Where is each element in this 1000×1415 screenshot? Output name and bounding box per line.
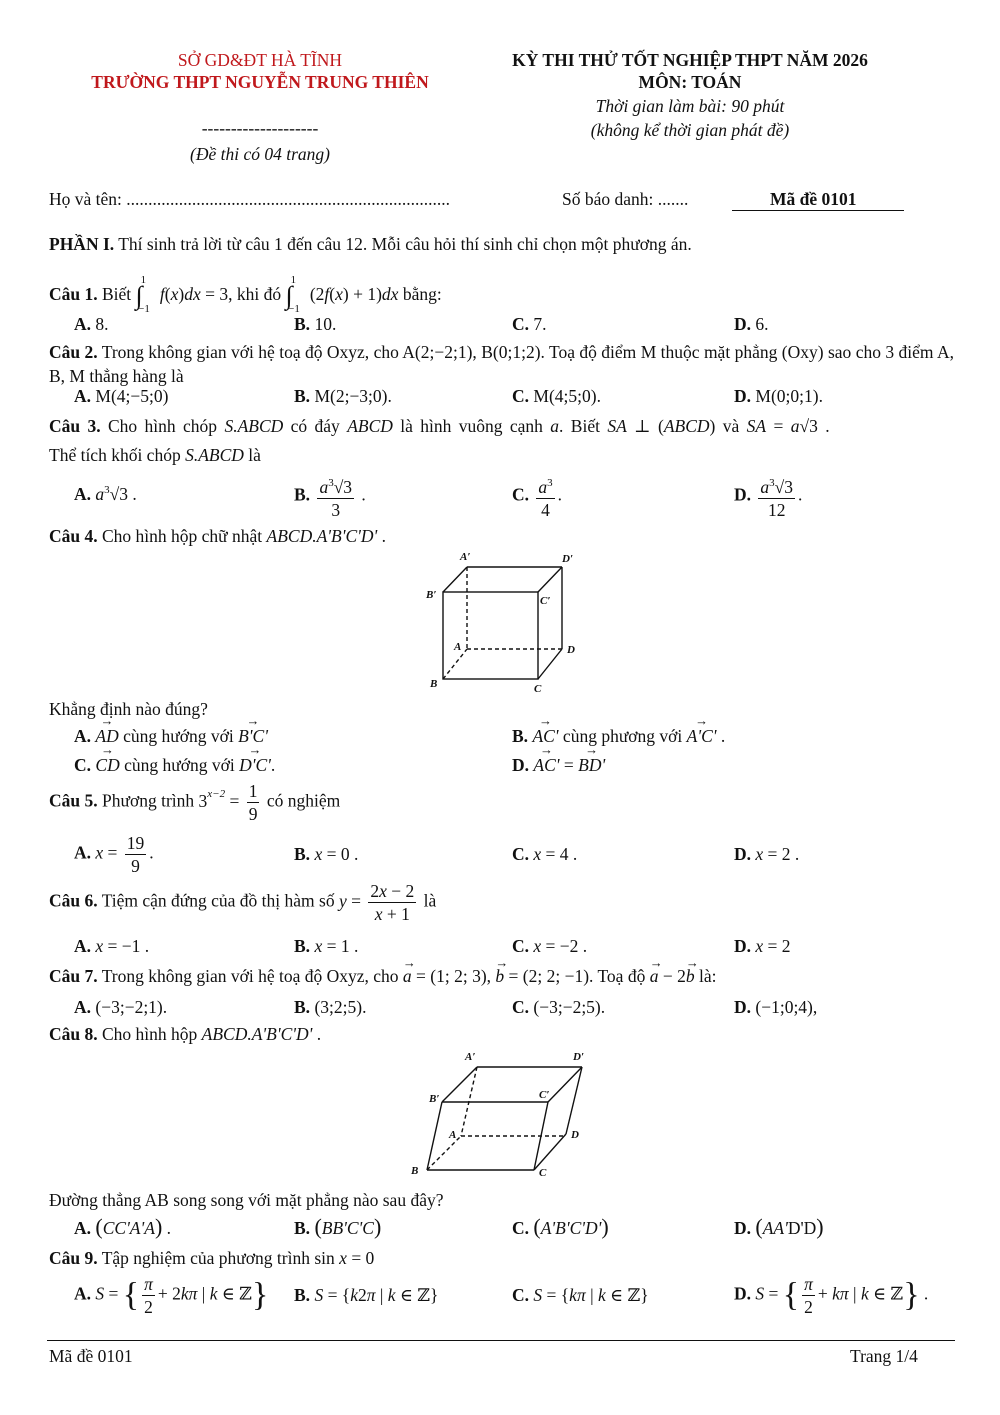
q4-math-box: ABCD.A'B'C'D' [266, 526, 378, 546]
svg-text:C: C [539, 1167, 547, 1179]
q3-math-perp: SA [607, 416, 627, 436]
svg-text:D′: D′ [562, 553, 574, 565]
q7-option-a-text: (−3;−2;1). [95, 997, 168, 1017]
q3-text-1: Cho hình chóp [108, 416, 218, 436]
q5-option-b[interactable]: B. x = 0 . [294, 844, 359, 864]
q8-question: Đường thẳng AB song song với mặt phẳng nào sau đây? [49, 1190, 444, 1210]
q3-text-7: là [248, 445, 261, 465]
q8-option-b[interactable]: B. (BB'C'C) [294, 1214, 382, 1239]
exam-time: Thời gian làm bài: 90 phút [595, 96, 785, 116]
q5-label: Câu 5. [49, 790, 98, 811]
q2-option-d-text: M(0;0;1). [755, 386, 823, 406]
q2-option-b[interactable]: B. M(2;−3;0). [294, 386, 392, 406]
question-3-line-2 [49, 443, 954, 467]
q4-option-c[interactable]: C. → CD cùng hướng với → D'C'. [74, 755, 275, 776]
q4-option-d[interactable]: D. → AC' = → BD' [512, 755, 605, 776]
svg-text:C′: C′ [539, 1089, 550, 1101]
q1-option-a[interactable]: A. 8. [74, 314, 109, 334]
question-8: Câu 8. Cho hình hộp ABCD.A'B'C'D' . [49, 1024, 322, 1044]
q3-text-2: có đáy [290, 416, 340, 436]
q2-option-c-text: M(4;5;0). [533, 386, 601, 406]
svg-text:A′: A′ [465, 1051, 476, 1063]
q7-text-2: . Toạ độ [589, 966, 646, 986]
q3-math-pyramid-2: S.ABCD [185, 445, 244, 465]
q5-text-2: có nghiệm [266, 790, 341, 811]
rectangular-box-figure [420, 550, 590, 700]
q7-expression: → a − 2→ b [650, 966, 695, 986]
q8-text: Cho hình hộp [102, 1024, 198, 1044]
q9-option-d[interactable]: D. S = { $\frac{\pi}{2}$ + kπ | k ∈ ℤ} . [734, 1274, 929, 1317]
q8-math-box: ABCD.A'B'C'D' [201, 1024, 313, 1044]
q8-option-c[interactable]: C. (A'B'C'D') [512, 1214, 609, 1239]
footer-exam-code: Mã đề 0101 [49, 1346, 133, 1366]
question-7 [49, 964, 954, 988]
q6-text-2: là [423, 890, 437, 911]
q9-option-b[interactable]: B. S = {k2π | k ∈ ℤ} [294, 1285, 439, 1305]
q1-text-2: , khi đó [228, 283, 282, 304]
q4-option-a-text: cùng hướng với [123, 726, 234, 746]
q1-option-b-text: 10. [314, 314, 337, 334]
svg-text:B′: B′ [426, 589, 437, 601]
q3-option-d[interactable]: D. $\frac{a^3√3}{12}$ . [734, 472, 802, 521]
q4-option-a[interactable]: A. → AD cùng hướng với → B'C' [74, 726, 268, 747]
q3-label: Câu 3. [49, 416, 101, 436]
exam-time-note: (không kể thời gian phát đề) [590, 120, 790, 140]
q1-option-c[interactable]: C. 7. [512, 314, 547, 334]
svg-text:B: B [411, 1165, 419, 1177]
q2-option-d[interactable]: D. M(0;0;1). [734, 386, 823, 406]
question-9 [49, 1246, 954, 1270]
student-name-field: Họ và tên: .......................................................................... [49, 189, 451, 209]
q7-option-b-text: (3;2;5). [314, 997, 367, 1017]
q3-math-sa: SA = a√3 [746, 416, 818, 436]
part-instruction [49, 232, 954, 256]
q7-option-d[interactable]: D. (−1;0;4), [734, 997, 818, 1017]
exam-code: Mã đề 0101 [770, 189, 857, 209]
q8-option-a[interactable]: A. (CC'A'A) . [74, 1214, 172, 1239]
q6-option-a[interactable]: A. x = −1 . [74, 936, 150, 956]
q2-option-c[interactable]: C. M(4;5;0). [512, 386, 601, 406]
footer-divider [47, 1340, 955, 1341]
q4-question: Khẳng định nào đúng? [49, 699, 208, 719]
q7-option-c-text: (−3;−2;5). [533, 997, 606, 1017]
q1-integral-1: ∫$^1_{-1}$f(x)dx = 3 [135, 274, 229, 316]
q7-text-1: Trong không gian với hệ toạ độ Oxyz, cho [101, 966, 399, 986]
student-id-field: Số báo danh: ....... [562, 189, 689, 209]
q7-option-c[interactable]: C. (−3;−2;5). [512, 997, 606, 1017]
question-2 [49, 340, 954, 388]
svg-text:A′: A′ [460, 551, 471, 563]
q4-option-c-text: cùng hướng với [124, 755, 235, 775]
q5-option-c[interactable]: C. x = 4 . [512, 844, 578, 864]
q7-vectors: → a = (1; 2; 3), → b = (2; 2; −1) [403, 966, 589, 986]
code-underline [732, 210, 904, 211]
question-3: Câu 3. Cho hình chóp S.ABCD có đáy ABCD là hình vuông cạnh a. Biết SA ⊥ (ABCD) và SA = a√3 . [49, 416, 830, 436]
q4-option-b[interactable]: B. → AC' cùng phương với → A'C' . [512, 726, 725, 747]
part-text: Thí sinh trả lời từ câu 1 đến câu 12. Mỗi câu hỏi thí sinh chỉ chọn một phương án. [114, 234, 692, 254]
svg-text:C′: C′ [540, 595, 551, 607]
q1-integral-2: ∫$^1_{-1}$(2f(x) + 1)dx [285, 274, 399, 316]
q2-text: Trong không gian với hệ toạ độ Oxyz, cho A(2;−2;1), B(0;1;2). Toạ độ điểm M thuộc mặt phẳng (Oxy) sao cho 3 điểm A, B, M thẳng hàng là [49, 342, 954, 386]
svg-text:D′: D′ [573, 1051, 585, 1063]
q6-option-c[interactable]: C. x = −2 . [512, 936, 588, 956]
q4-label: Câu 4. [49, 526, 98, 546]
q3-option-a[interactable]: A. $a^3√3$ . [74, 484, 137, 504]
q9-text: Tập nghiệm của phương trình [101, 1248, 310, 1268]
pages-note: (Đề thi có 04 trang) [190, 144, 330, 164]
svg-text:D: D [567, 644, 575, 656]
svg-text:B′: B′ [429, 1093, 440, 1105]
q1-text-1: Biết [102, 283, 132, 304]
parallelepiped-figure [405, 1046, 605, 1182]
question-5 [49, 780, 954, 825]
q7-text-3: là: [698, 966, 717, 986]
q4-text: Cho hình hộp chữ nhật [102, 526, 263, 546]
q5-option-a[interactable]: A. x = $\frac{19}{9}$ . [74, 833, 154, 876]
question-1 [49, 274, 954, 316]
q7-option-d-text: (−1;0;4), [755, 997, 818, 1017]
svg-text:C: C [534, 683, 542, 695]
q9-option-c[interactable]: C. S = {kπ | k ∈ ℤ} [512, 1285, 649, 1305]
svg-text:B: B [430, 678, 438, 690]
q5-text-1: Phương trình [102, 790, 195, 811]
q3-math-a: a [550, 416, 560, 436]
q4-option-b-text: cùng phương với [562, 726, 683, 746]
q7-option-b[interactable]: B. (3;2;5). [294, 997, 367, 1017]
q6-label: Câu 6. [49, 890, 98, 911]
q8-label: Câu 8. [49, 1024, 98, 1044]
school-name: TRƯỜNG THPT NGUYỄN TRUNG THIÊN [91, 72, 429, 92]
q7-option-a[interactable]: A. (−3;−2;1). [74, 997, 168, 1017]
svg-text:D: D [571, 1129, 579, 1141]
svg-text:A: A [454, 641, 462, 653]
q1-label: Câu 1. [49, 283, 98, 304]
q6-option-d[interactable]: D. x = 2 [734, 936, 791, 956]
q9-option-a[interactable]: A. S = { $\frac{\pi}{2}$ + 2kπ | k ∈ ℤ} [74, 1274, 269, 1317]
q2-option-a[interactable]: A. M(4;−5;0) [74, 386, 169, 406]
q5-option-d[interactable]: D. x = 2 . [734, 844, 800, 864]
q3-text-4: . Biết [559, 416, 600, 436]
q3-math-pyramid: S.ABCD [224, 416, 284, 436]
q1-option-c-text: 7. [533, 314, 547, 334]
q2-option-b-text: M(2;−3;0). [314, 386, 392, 406]
q6-function: y = $\frac{2x - 2}{x + 1}$ [338, 881, 415, 924]
department-name: SỞ GD&ĐT HÀ TĨNH [177, 50, 343, 70]
part-label: PHẦN I. [49, 234, 115, 254]
q1-option-d-text: 6. [755, 314, 769, 334]
q1-option-b[interactable]: B. 10. [294, 314, 337, 334]
q3-math-base: ABCD [347, 416, 393, 436]
footer-page-number: Trang 1/4 [850, 1346, 918, 1366]
q3-option-c[interactable]: C. $\frac{a^3}{4}$ . [512, 472, 562, 521]
q7-label: Câu 7. [49, 966, 98, 986]
q1-text-3: bằng: [402, 283, 442, 304]
q9-label: Câu 9. [49, 1248, 98, 1268]
question-6 [49, 880, 954, 925]
q5-equation: $3^{x-2}$ = $\frac{1}{9}$ [198, 781, 258, 824]
q2-label: Câu 2. [49, 342, 98, 362]
exam-title: KỲ THI THỬ TỐT NGHIỆP THPT NĂM 2026 [512, 50, 868, 70]
q8-option-d[interactable]: D. (AA'D'D) [734, 1214, 824, 1239]
q6-option-b[interactable]: B. x = 1 . [294, 936, 359, 956]
q6-text-1: Tiệm cận đứng của đồ thị hàm số [101, 890, 335, 911]
subject: MÔN: TOÁN [638, 72, 742, 92]
q9-equation: sin x = 0 [314, 1248, 375, 1268]
header-dashes: -------------------- [201, 118, 319, 138]
svg-text:A: A [449, 1129, 457, 1141]
q1-option-d[interactable]: D. 6. [734, 314, 769, 334]
q2-option-a-text: M(4;−5;0) [95, 386, 169, 406]
question-4: Câu 4. Cho hình hộp chữ nhật ABCD.A'B'C'D' . [49, 526, 387, 546]
q1-option-a-text: 8. [95, 314, 109, 334]
q3-text-3: là hình vuông cạnh [400, 416, 543, 436]
q3-option-b[interactable]: B. $\frac{a^3√3}{3}$ . [294, 472, 366, 521]
q3-text-6: Thể tích khối chóp [49, 445, 181, 465]
q3-text-5: và [722, 416, 740, 436]
